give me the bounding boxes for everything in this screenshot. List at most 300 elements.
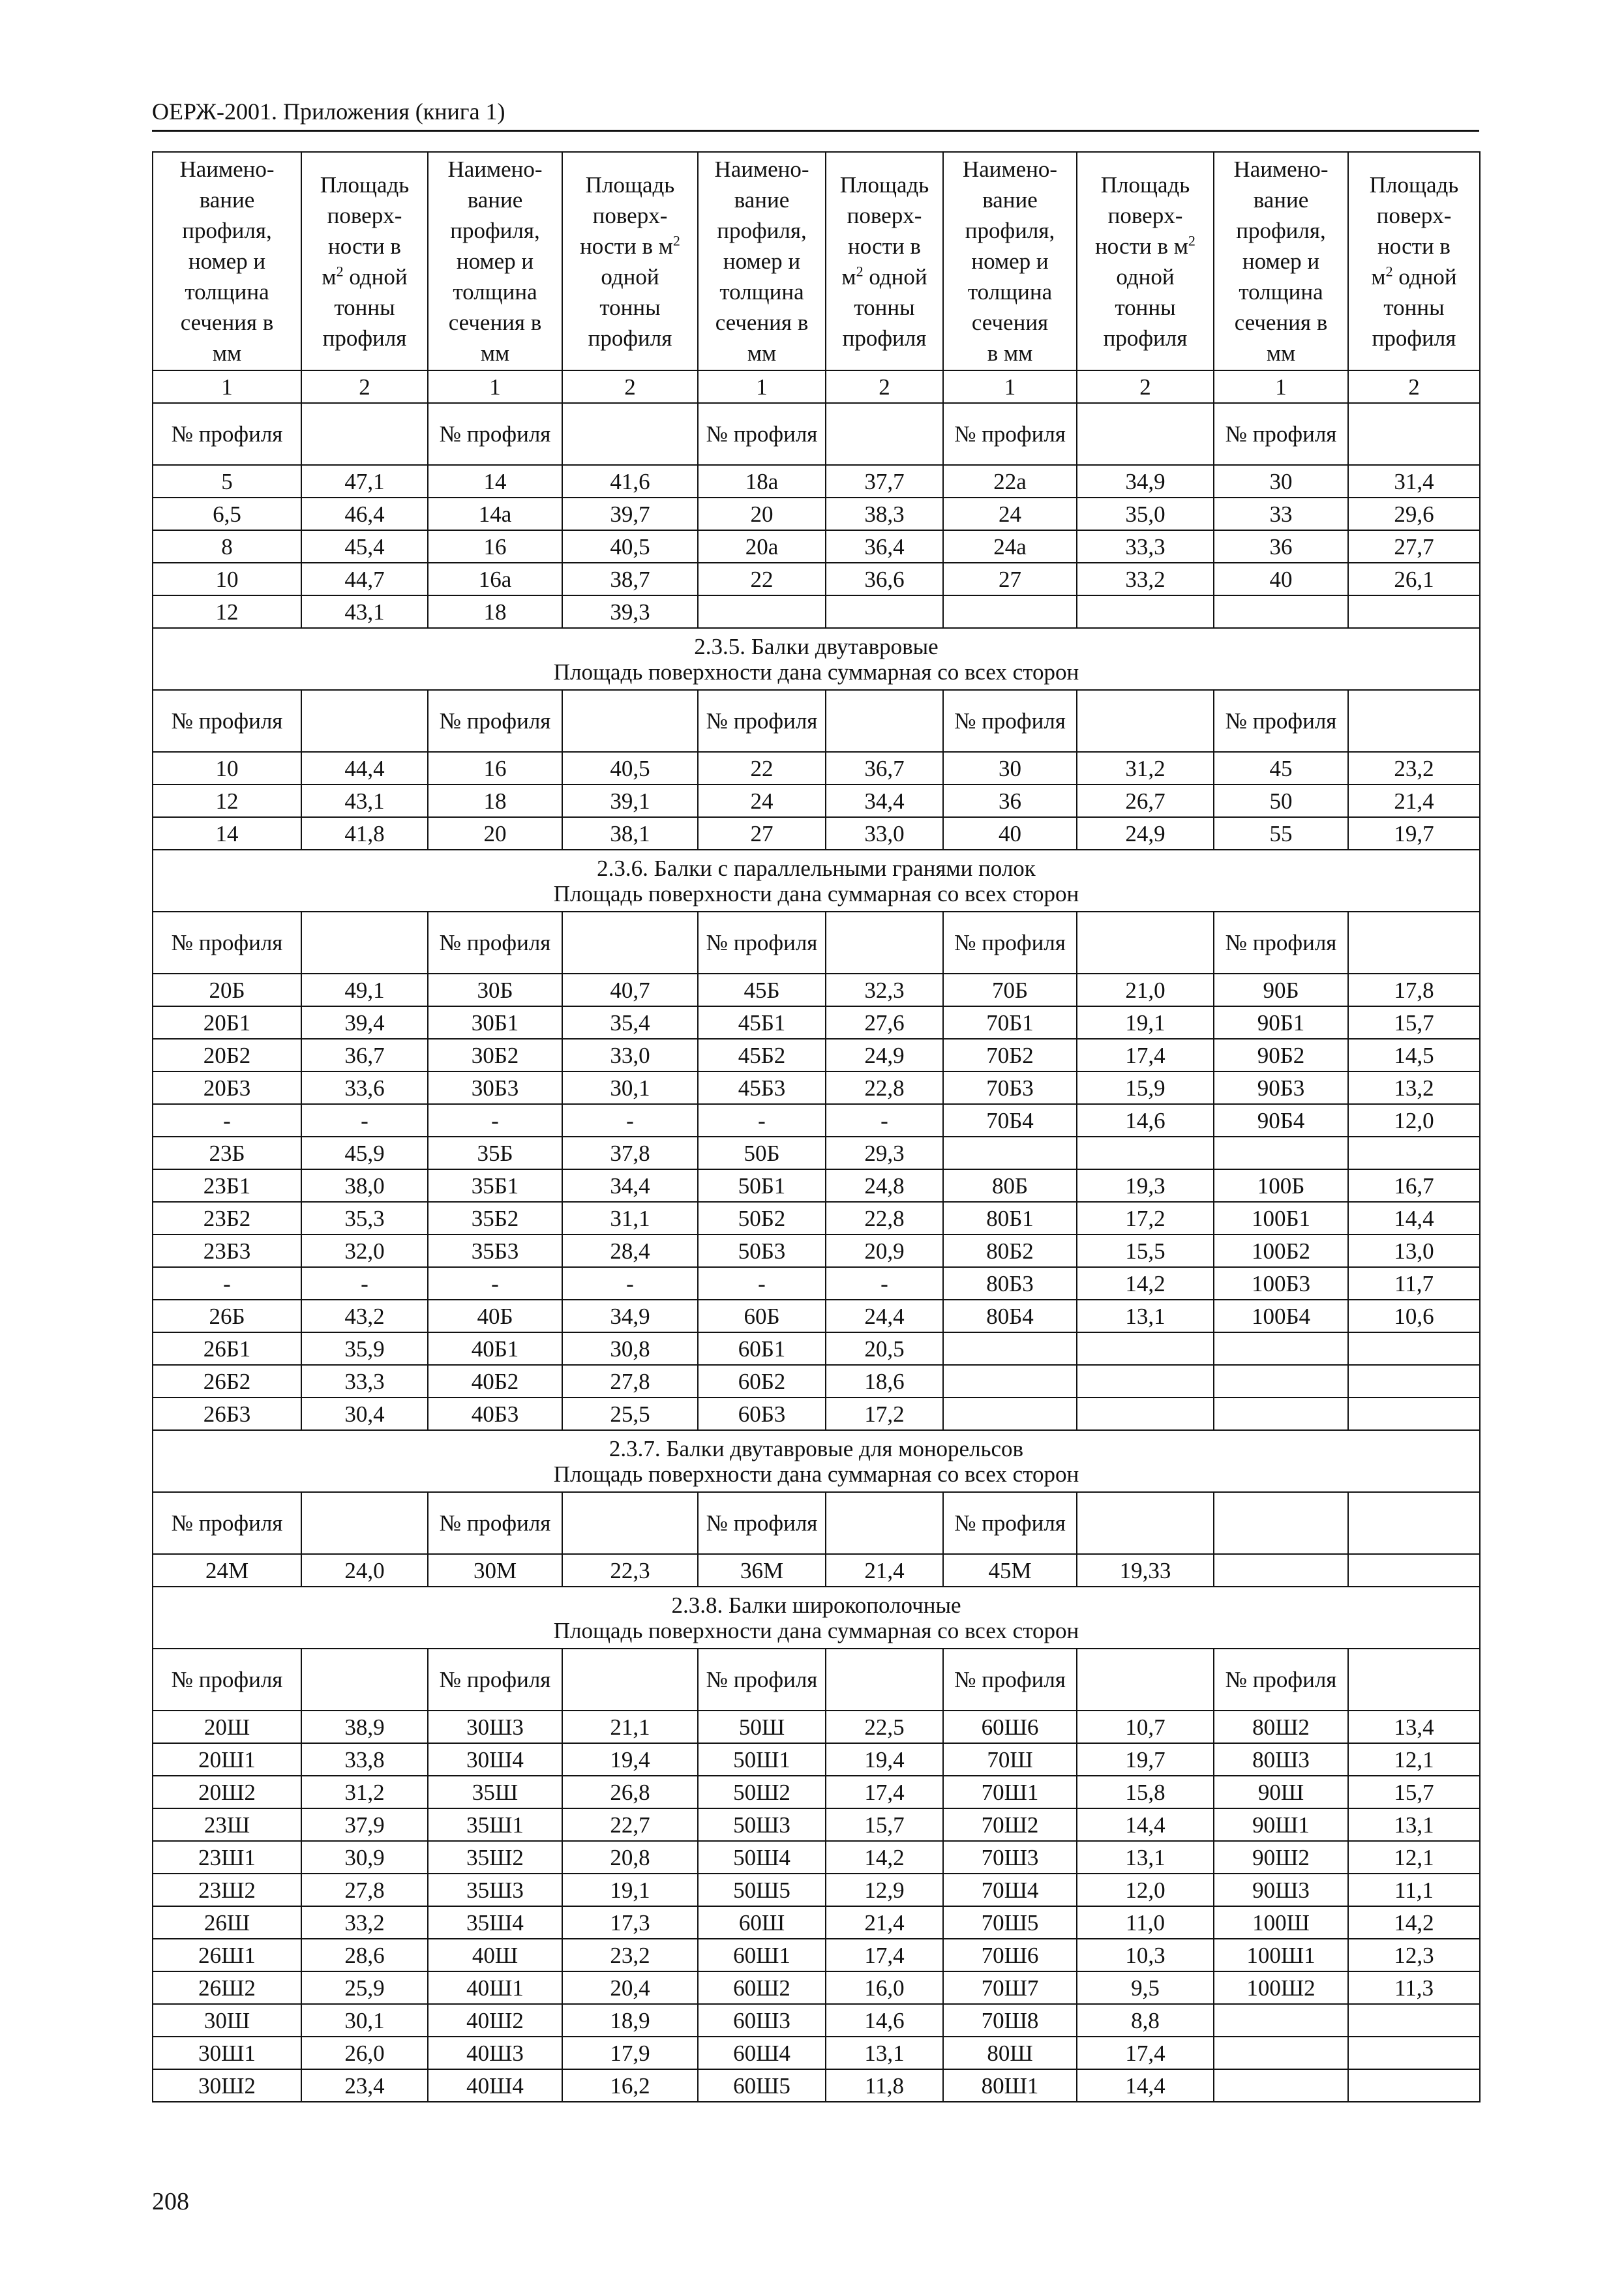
column-number: 1: [1214, 370, 1348, 403]
profile-number-cell: 90Ш1: [1214, 1808, 1348, 1841]
col-header-area: Площадь поверх- ности в $м^2$ одной тонны профиля: [826, 152, 943, 370]
profile-number-cell: -: [428, 1104, 562, 1137]
empty-cell: [562, 1649, 698, 1711]
profile-number-cell: 24: [698, 785, 826, 817]
surface-area-cell: 20,5: [826, 1332, 943, 1365]
profile-number-cell: 20Б: [153, 974, 301, 1006]
profile-number-cell: 26Б: [153, 1300, 301, 1332]
profile-number-cell: 70Б1: [943, 1006, 1077, 1039]
profile-number-cell: -: [153, 1267, 301, 1300]
profile-number-cell: 30Б2: [428, 1039, 562, 1071]
empty-cell: [1077, 403, 1214, 465]
surface-area-cell: 17,2: [826, 1398, 943, 1430]
surface-area-cell: 17,9: [562, 2037, 698, 2069]
profile-number-cell: 60Б1: [698, 1332, 826, 1365]
profile-number-cell: 36: [1214, 530, 1348, 563]
surface-area-cell: 31,4: [1348, 465, 1480, 498]
col-header-name: Наимено- вание профиля, номер и толщина сечения в мм: [698, 152, 826, 370]
table-row: [153, 2037, 1480, 2069]
profile-label: № профиля: [153, 1649, 301, 1711]
profile-number-cell: [1214, 1365, 1348, 1398]
table-row: [153, 1039, 1480, 1071]
profile-number-cell: 80Б1: [943, 1202, 1077, 1234]
surface-area-cell: 15,7: [826, 1808, 943, 1841]
profile-number-cell: 12: [153, 595, 301, 628]
profile-number-cell: 80Б: [943, 1169, 1077, 1202]
empty-cell: [301, 690, 428, 752]
profile-number-cell: 16а: [428, 563, 562, 595]
surface-area-cell: -: [826, 1267, 943, 1300]
profile-number-cell: 60Ш: [698, 1906, 826, 1939]
surface-area-cell: 23,2: [1348, 752, 1480, 785]
column-number: 1: [943, 370, 1077, 403]
profile-number-cell: 60Ш1: [698, 1939, 826, 1971]
profile-number-cell: 60Ш2: [698, 1971, 826, 2004]
section-title: 2.3.7. Балки двутавровые для монорельсов: [609, 1435, 1024, 1461]
surface-area-cell: 24,9: [1077, 817, 1214, 850]
profile-number-cell: 35Ш4: [428, 1906, 562, 1939]
empty-cell: [826, 912, 943, 974]
profile-number-cell: 22: [698, 563, 826, 595]
section-title: 2.3.5. Балки двутавровые: [694, 633, 939, 659]
surface-area-cell: 30,4: [301, 1398, 428, 1430]
surface-area-cell: 23,4: [301, 2069, 428, 2102]
profile-number-cell: 100Б2: [1214, 1234, 1348, 1267]
surface-area-cell: 17,4: [1077, 2037, 1214, 2069]
profile-number-cell: 40Ш4: [428, 2069, 562, 2102]
profile-label: № профиля: [153, 403, 301, 465]
surface-area-cell: 13,0: [1348, 1234, 1480, 1267]
table-row: [153, 1006, 1480, 1039]
surface-area-cell: -: [562, 1104, 698, 1137]
surface-area-cell: 15,7: [1348, 1006, 1480, 1039]
surface-area-cell: 33,3: [301, 1365, 428, 1398]
table-row: [153, 1841, 1480, 1874]
surface-area-cell: 12,1: [1348, 1743, 1480, 1776]
table-row: [153, 1365, 1480, 1398]
surface-area-cell: 24,0: [301, 1554, 428, 1587]
surface-area-cell: 24,8: [826, 1169, 943, 1202]
profile-number-cell: 14а: [428, 498, 562, 530]
profile-number-cell: 30Ш4: [428, 1743, 562, 1776]
profile-number-cell: 24а: [943, 530, 1077, 563]
profile-number-cell: 50Б1: [698, 1169, 826, 1202]
profile-number-cell: 23Б3: [153, 1234, 301, 1267]
profile-number-cell: 27: [943, 563, 1077, 595]
surface-area-cell: [1348, 2037, 1480, 2069]
profile-number-cell: 35Б1: [428, 1169, 562, 1202]
profile-number-cell: 100Б3: [1214, 1267, 1348, 1300]
surface-area-cell: 18,6: [826, 1365, 943, 1398]
surface-area-cell: 10,7: [1077, 1711, 1214, 1743]
profile-number-cell: 45Б3: [698, 1071, 826, 1104]
empty-cell: [1077, 690, 1214, 752]
surface-area-cell: 11,8: [826, 2069, 943, 2102]
surface-area-cell: 12,0: [1077, 1874, 1214, 1906]
profile-number-cell: 24М: [153, 1554, 301, 1587]
profile-number-cell: 80Ш3: [1214, 1743, 1348, 1776]
profile-label: № профиля: [698, 1649, 826, 1711]
surface-area-cell: 34,4: [562, 1169, 698, 1202]
surface-area-cell: 29,3: [826, 1137, 943, 1169]
profile-number-cell: 22: [698, 752, 826, 785]
profile-number-cell: 45Б: [698, 974, 826, 1006]
profile-number-cell: 22а: [943, 465, 1077, 498]
profile-number-cell: 45М: [943, 1554, 1077, 1587]
surface-area-cell: -: [826, 1104, 943, 1137]
profile-number-cell: 20Б1: [153, 1006, 301, 1039]
profile-number-cell: 70Ш8: [943, 2004, 1077, 2037]
profile-number-cell: 50Ш4: [698, 1841, 826, 1874]
section-header-row: [153, 1587, 1480, 1649]
section-title: 2.3.6. Балки с параллельными гранями полок: [597, 855, 1036, 881]
section-note: Площадь поверхности дана суммарная со всех сторон: [553, 659, 1079, 685]
empty-cell: [1348, 1649, 1480, 1711]
surface-area-cell: 32,3: [826, 974, 943, 1006]
surface-area-cell: [1077, 1365, 1214, 1398]
table-row: [153, 1332, 1480, 1365]
profile-number-cell: 50Ш: [698, 1711, 826, 1743]
surface-area-cell: [1348, 1554, 1480, 1587]
surface-area-cell: 14,2: [826, 1841, 943, 1874]
table-row: [153, 1971, 1480, 2004]
column-number: 2: [1348, 370, 1480, 403]
profile-area-table: [152, 151, 1481, 2102]
section-note: Площадь поверхности дана суммарная со всех сторон: [553, 1461, 1079, 1487]
surface-area-cell: 18,9: [562, 2004, 698, 2037]
profile-number-cell: 70Б3: [943, 1071, 1077, 1104]
profile-number-cell: -: [428, 1267, 562, 1300]
profile-number-cell: 50Ш1: [698, 1743, 826, 1776]
profile-number-cell: 90Ш3: [1214, 1874, 1348, 1906]
profile-number-cell: 90Б: [1214, 974, 1348, 1006]
header-rule: [152, 130, 1479, 132]
profile-label-row: [153, 1492, 1480, 1554]
profile-number-cell: 35Б2: [428, 1202, 562, 1234]
profile-number-cell: 70Ш1: [943, 1776, 1077, 1808]
profile-number-cell: 60Ш5: [698, 2069, 826, 2102]
surface-area-cell: -: [562, 1267, 698, 1300]
table-row: [153, 1874, 1480, 1906]
profile-number-cell: 50Б: [698, 1137, 826, 1169]
table-row: [153, 1808, 1480, 1841]
table-row: [153, 530, 1480, 563]
table-row: [153, 785, 1480, 817]
surface-area-cell: 10,3: [1077, 1939, 1214, 1971]
profile-number-cell: 45Б1: [698, 1006, 826, 1039]
surface-area-cell: 34,4: [826, 785, 943, 817]
empty-cell: [826, 690, 943, 752]
profile-number-cell: 40Б2: [428, 1365, 562, 1398]
surface-area-cell: 40,5: [562, 752, 698, 785]
profile-number-cell: 26Ш: [153, 1906, 301, 1939]
surface-area-cell: 30,8: [562, 1332, 698, 1365]
surface-area-cell: 11,1: [1348, 1874, 1480, 1906]
profile-number-cell: [1214, 1332, 1348, 1365]
profile-number-cell: 30Б3: [428, 1071, 562, 1104]
col-header-area: Площадь поверх- ности в $м^2$ одной тонны профиля: [301, 152, 428, 370]
surface-area-cell: 19,1: [562, 1874, 698, 1906]
profile-number-cell: 40Б: [428, 1300, 562, 1332]
surface-area-cell: 35,3: [301, 1202, 428, 1234]
table-row: [153, 1711, 1480, 1743]
column-number-row: [153, 370, 1480, 403]
surface-area-cell: 37,7: [826, 465, 943, 498]
profile-number-cell: 90Ш2: [1214, 1841, 1348, 1874]
surface-area-cell: 21,4: [1348, 785, 1480, 817]
profile-number-cell: -: [698, 1104, 826, 1137]
surface-area-cell: [1348, 1398, 1480, 1430]
surface-area-cell: 39,1: [562, 785, 698, 817]
profile-label: № профиля: [943, 1492, 1077, 1554]
surface-area-cell: 17,8: [1348, 974, 1480, 1006]
surface-area-cell: 13,4: [1348, 1711, 1480, 1743]
profile-number-cell: 90Ш: [1214, 1776, 1348, 1808]
profile-number-cell: 80Ш2: [1214, 1711, 1348, 1743]
table-row: [153, 974, 1480, 1006]
profile-label: № профиля: [428, 403, 562, 465]
surface-area-cell: 11,3: [1348, 1971, 1480, 2004]
surface-area-cell: 34,9: [562, 1300, 698, 1332]
table-row: [153, 1071, 1480, 1104]
surface-area-cell: 43,1: [301, 785, 428, 817]
surface-area-cell: 33,8: [301, 1743, 428, 1776]
surface-area-cell: 44,4: [301, 752, 428, 785]
profile-label: № профиля: [428, 690, 562, 752]
profile-number-cell: 26Ш2: [153, 1971, 301, 2004]
profile-number-cell: 23Ш1: [153, 1841, 301, 1874]
profile-number-cell: [1214, 1137, 1348, 1169]
surface-area-cell: 24,4: [826, 1300, 943, 1332]
surface-area-cell: 22,5: [826, 1711, 943, 1743]
col-header-name: Наимено- вание профиля, номер и толщина сечения в мм: [153, 152, 301, 370]
surface-area-cell: 39,7: [562, 498, 698, 530]
profile-number-cell: 18: [428, 595, 562, 628]
profile-number-cell: 20Б2: [153, 1039, 301, 1071]
profile-number-cell: [1214, 1398, 1348, 1430]
profile-number-cell: 30: [1214, 465, 1348, 498]
surface-area-cell: [1348, 1365, 1480, 1398]
profile-number-cell: 50Ш5: [698, 1874, 826, 1906]
profile-number-cell: 18а: [698, 465, 826, 498]
surface-area-cell: 17,3: [562, 1906, 698, 1939]
surface-area-cell: 33,6: [301, 1071, 428, 1104]
profile-number-cell: 16: [428, 752, 562, 785]
surface-area-cell: 40,5: [562, 530, 698, 563]
profile-number-cell: 90Б1: [1214, 1006, 1348, 1039]
profile-number-cell: 40Ш2: [428, 2004, 562, 2037]
profile-number-cell: 50: [1214, 785, 1348, 817]
profile-number-cell: 100Б: [1214, 1169, 1348, 1202]
surface-area-cell: 27,7: [1348, 530, 1480, 563]
table-row: [153, 1906, 1480, 1939]
profile-number-cell: 60Ш6: [943, 1711, 1077, 1743]
profile-number-cell: 26Б2: [153, 1365, 301, 1398]
surface-area-cell: 19,7: [1348, 817, 1480, 850]
table-row: [153, 817, 1480, 850]
surface-area-cell: 36,6: [826, 563, 943, 595]
col-header-name: Наимено- вание профиля, номер и толщина сечения в мм: [428, 152, 562, 370]
profile-number-cell: 80Ш: [943, 2037, 1077, 2069]
section-header-row: [153, 850, 1480, 912]
empty-cell: [301, 912, 428, 974]
surface-area-cell: 38,0: [301, 1169, 428, 1202]
profile-number-cell: [1214, 2037, 1348, 2069]
profile-number-cell: [943, 595, 1077, 628]
profile-label: № профиля: [1214, 912, 1348, 974]
surface-area-cell: 45,9: [301, 1137, 428, 1169]
surface-area-cell: 17,4: [1077, 1039, 1214, 1071]
profile-number-cell: 40Ш3: [428, 2037, 562, 2069]
surface-area-cell: 29,6: [1348, 498, 1480, 530]
column-number: 2: [826, 370, 943, 403]
profile-label: № профиля: [1214, 1649, 1348, 1711]
surface-area-cell: [1348, 2069, 1480, 2102]
surface-area-cell: 32,0: [301, 1234, 428, 1267]
table-row: [153, 1137, 1480, 1169]
surface-area-cell: 22,7: [562, 1808, 698, 1841]
profile-number-cell: 6,5: [153, 498, 301, 530]
profile-number-cell: 80Б2: [943, 1234, 1077, 1267]
profile-label: № профиля: [153, 912, 301, 974]
profile-label: № профиля: [698, 912, 826, 974]
empty-cell: [301, 1492, 428, 1554]
surface-area-cell: [826, 595, 943, 628]
profile-number-cell: 20Ш1: [153, 1743, 301, 1776]
surface-area-cell: 31,1: [562, 1202, 698, 1234]
profile-number-cell: 50Б3: [698, 1234, 826, 1267]
surface-area-cell: 22,3: [562, 1554, 698, 1587]
empty-cell: [826, 1492, 943, 1554]
profile-number-cell: 90Б4: [1214, 1104, 1348, 1137]
profile-number-cell: [698, 595, 826, 628]
table-row: [153, 1234, 1480, 1267]
profile-label: № профиля: [1214, 403, 1348, 465]
surface-area-cell: 40,7: [562, 974, 698, 1006]
profile-number-cell: 45Б2: [698, 1039, 826, 1071]
surface-area-cell: 41,8: [301, 817, 428, 850]
surface-area-cell: 21,1: [562, 1711, 698, 1743]
profile-label-row: [153, 403, 1480, 465]
surface-area-cell: 33,0: [826, 817, 943, 850]
profile-number-cell: 70Ш5: [943, 1906, 1077, 1939]
table-row: [153, 1554, 1480, 1587]
profile-number-cell: 70Ш4: [943, 1874, 1077, 1906]
profile-number-cell: 100Ш2: [1214, 1971, 1348, 2004]
surface-area-cell: 14,4: [1077, 2069, 1214, 2102]
profile-number-cell: 30Б1: [428, 1006, 562, 1039]
table-row: [153, 1776, 1480, 1808]
surface-area-cell: 34,9: [1077, 465, 1214, 498]
profile-number-cell: 30Ш: [153, 2004, 301, 2037]
profile-number-cell: 60Б3: [698, 1398, 826, 1430]
column-number: 1: [428, 370, 562, 403]
surface-area-cell: 33,2: [1077, 563, 1214, 595]
surface-area-cell: 41,6: [562, 465, 698, 498]
surface-area-cell: 14,5: [1348, 1039, 1480, 1071]
surface-area-cell: [1348, 1137, 1480, 1169]
surface-area-cell: 24,9: [826, 1039, 943, 1071]
profile-number-cell: 23Б2: [153, 1202, 301, 1234]
surface-area-cell: 35,4: [562, 1006, 698, 1039]
empty-cell: [301, 403, 428, 465]
empty-cell: [562, 912, 698, 974]
profile-number-cell: 30Ш3: [428, 1711, 562, 1743]
profile-number-cell: [1214, 595, 1348, 628]
col-header-area: Площадь поверх- ности в $м^2$ одной тонны профиля: [1348, 152, 1480, 370]
surface-area-cell: [1348, 595, 1480, 628]
surface-area-cell: 33,0: [562, 1039, 698, 1071]
empty-cell: [1077, 912, 1214, 974]
profile-number-cell: 20Ш: [153, 1711, 301, 1743]
profile-number-cell: 18: [428, 785, 562, 817]
surface-area-cell: 12,3: [1348, 1939, 1480, 1971]
profile-label: № профиля: [943, 912, 1077, 974]
column-number: 2: [301, 370, 428, 403]
surface-area-cell: 20,8: [562, 1841, 698, 1874]
surface-area-cell: 38,9: [301, 1711, 428, 1743]
profile-number-cell: 30М: [428, 1554, 562, 1587]
section-note: Площадь поверхности дана суммарная со всех сторон: [553, 880, 1079, 906]
surface-area-cell: 19,4: [826, 1743, 943, 1776]
profile-number-cell: 30: [943, 752, 1077, 785]
profile-number-cell: 8: [153, 530, 301, 563]
table-row: [153, 595, 1480, 628]
profile-number-cell: 10: [153, 563, 301, 595]
profile-number-cell: 100Ш1: [1214, 1939, 1348, 1971]
profile-label: № профиля: [943, 403, 1077, 465]
empty-cell: [562, 403, 698, 465]
surface-area-cell: 22,8: [826, 1202, 943, 1234]
table-row: [153, 1267, 1480, 1300]
profile-number-cell: 16: [428, 530, 562, 563]
profile-number-cell: 35Ш1: [428, 1808, 562, 1841]
surface-area-cell: 43,2: [301, 1300, 428, 1332]
empty-cell: [301, 1649, 428, 1711]
empty-cell: [1348, 403, 1480, 465]
profile-number-cell: 20Ш2: [153, 1776, 301, 1808]
surface-area-cell: [1077, 1332, 1214, 1365]
column-number: 2: [1077, 370, 1214, 403]
profile-number-cell: 30Ш1: [153, 2037, 301, 2069]
surface-area-cell: 27,8: [562, 1365, 698, 1398]
surface-area-cell: [1348, 1332, 1480, 1365]
surface-area-cell: 26,0: [301, 2037, 428, 2069]
profile-label-row: [153, 1649, 1480, 1711]
profile-number-cell: 36: [943, 785, 1077, 817]
surface-area-cell: 35,9: [301, 1332, 428, 1365]
surface-area-cell: 14,2: [1348, 1906, 1480, 1939]
col-header-name: Наимено- вание профиля, номер и толщина сечения в мм: [1214, 152, 1348, 370]
profile-number-cell: 26Б3: [153, 1398, 301, 1430]
surface-area-cell: 28,6: [301, 1939, 428, 1971]
surface-area-cell: 37,9: [301, 1808, 428, 1841]
profile-number-cell: 26Ш1: [153, 1939, 301, 1971]
column-header-row: [153, 152, 1480, 370]
section-header: [153, 850, 1480, 912]
profile-number-cell: 36М: [698, 1554, 826, 1587]
surface-area-cell: 28,4: [562, 1234, 698, 1267]
profile-label: № профиля: [428, 912, 562, 974]
surface-area-cell: 10,6: [1348, 1300, 1480, 1332]
surface-area-cell: 21,0: [1077, 974, 1214, 1006]
profile-number-cell: 14: [153, 817, 301, 850]
surface-area-cell: 26,8: [562, 1776, 698, 1808]
surface-area-cell: 14,2: [1077, 1267, 1214, 1300]
empty-cell: [1348, 912, 1480, 974]
surface-area-cell: 35,0: [1077, 498, 1214, 530]
profile-number-cell: 70Ш: [943, 1743, 1077, 1776]
